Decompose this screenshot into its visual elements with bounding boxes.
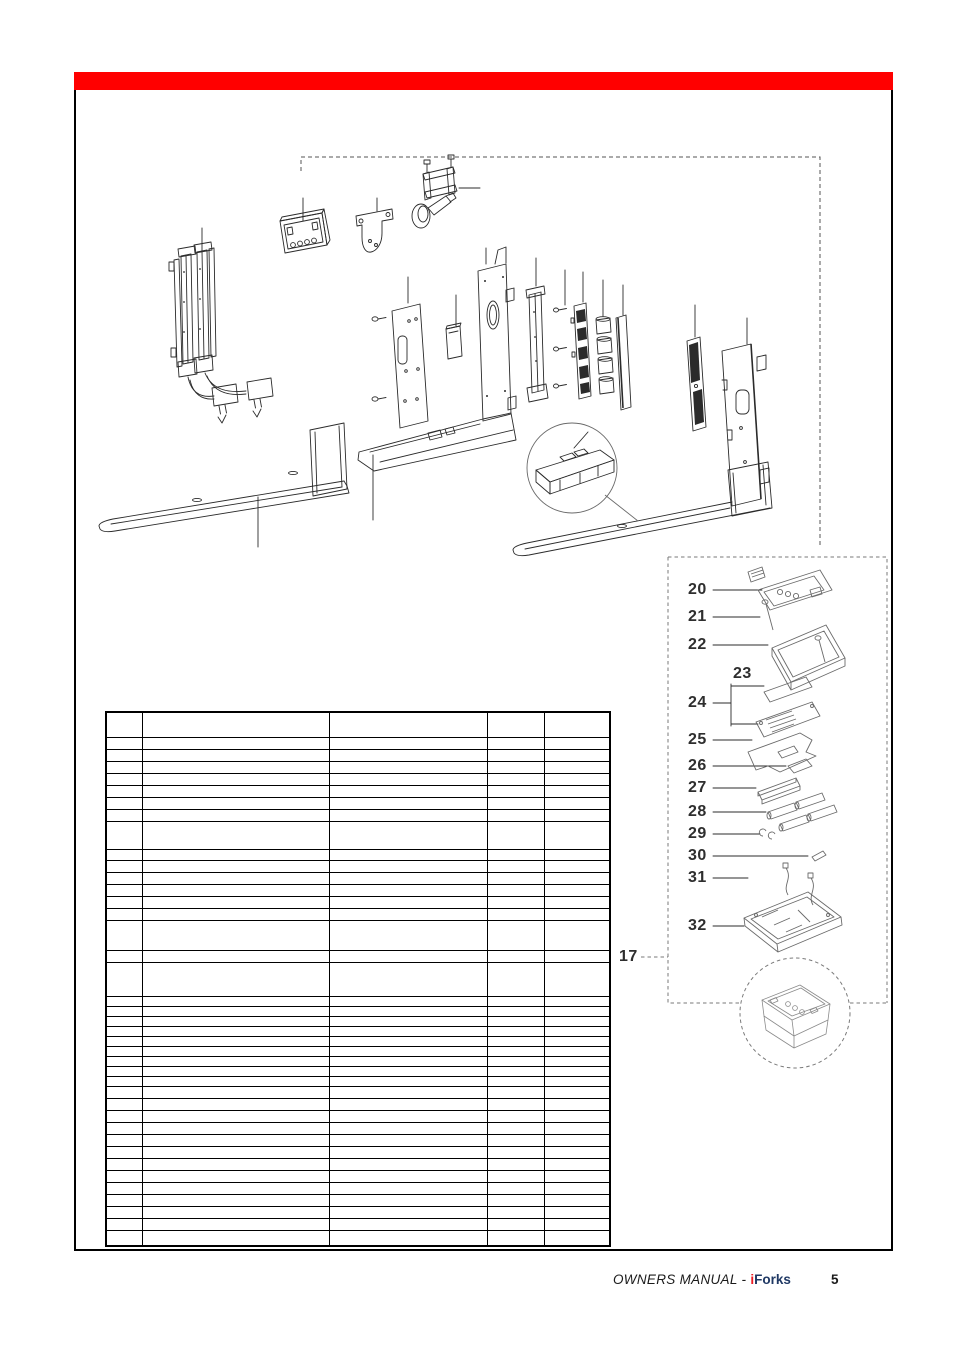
table-cell bbox=[545, 921, 609, 950]
table-cell bbox=[545, 997, 609, 1006]
fork-right-blade bbox=[513, 462, 772, 556]
table-cell bbox=[143, 1135, 330, 1146]
enclosure-tray-32 bbox=[744, 892, 842, 952]
table-cell bbox=[545, 1219, 609, 1230]
table-cell bbox=[143, 1047, 330, 1056]
table-cell bbox=[488, 750, 545, 761]
backing-plate bbox=[372, 277, 428, 428]
table-cell bbox=[143, 861, 330, 872]
table-row bbox=[107, 1076, 609, 1086]
table-cell bbox=[107, 786, 143, 797]
table-cell bbox=[488, 1087, 545, 1098]
table-cell bbox=[330, 810, 488, 821]
table-cell bbox=[545, 1057, 609, 1066]
table-cell bbox=[330, 873, 488, 884]
table-cell bbox=[488, 713, 545, 737]
table-cell bbox=[143, 1087, 330, 1098]
table-cell bbox=[107, 1159, 143, 1170]
table-cell bbox=[107, 762, 143, 773]
table-cell bbox=[107, 1207, 143, 1218]
page-number: 5 bbox=[831, 1272, 839, 1287]
table-cell bbox=[107, 750, 143, 761]
fork-middle-blade bbox=[358, 413, 516, 520]
table-row bbox=[107, 1182, 609, 1194]
table-cell bbox=[545, 713, 609, 737]
table-row bbox=[107, 962, 609, 996]
table-row bbox=[107, 773, 609, 785]
sensor-rail-left bbox=[526, 258, 548, 402]
table-cell bbox=[330, 1007, 488, 1016]
screw-set bbox=[554, 270, 567, 388]
table-cell bbox=[330, 1077, 488, 1086]
table-cell bbox=[545, 1195, 609, 1206]
exploded-diagram bbox=[74, 90, 893, 560]
table-cell bbox=[545, 1017, 609, 1026]
table-cell bbox=[330, 1047, 488, 1056]
table-cell bbox=[107, 1111, 143, 1122]
table-cell bbox=[330, 738, 488, 749]
table-row bbox=[107, 1146, 609, 1158]
table-cell bbox=[488, 1147, 545, 1158]
table-cell bbox=[545, 1135, 609, 1146]
table-cell bbox=[488, 1183, 545, 1194]
table-cell bbox=[545, 951, 609, 962]
holder-block-27 bbox=[758, 778, 800, 804]
table-cell bbox=[143, 1017, 330, 1026]
table-cell bbox=[330, 1147, 488, 1158]
table-cell bbox=[545, 1111, 609, 1122]
battery-stack bbox=[596, 280, 614, 394]
table-cell bbox=[330, 1171, 488, 1182]
table-cell bbox=[107, 1027, 143, 1036]
table-cell bbox=[488, 1037, 545, 1046]
table-cell bbox=[107, 873, 143, 884]
table-cell bbox=[107, 921, 143, 950]
table-cell bbox=[143, 1207, 330, 1218]
table-cell bbox=[545, 897, 609, 908]
footer bbox=[0, 1272, 954, 1294]
table-cell bbox=[143, 786, 330, 797]
table-row bbox=[107, 1194, 609, 1206]
callout-28: 28 bbox=[688, 803, 707, 820]
table-cell bbox=[330, 1231, 488, 1245]
table-cell bbox=[107, 1017, 143, 1026]
table-cell bbox=[488, 1231, 545, 1245]
table-cell bbox=[143, 951, 330, 962]
table-cell bbox=[488, 951, 545, 962]
plate-26 bbox=[788, 759, 812, 773]
table-cell bbox=[143, 774, 330, 785]
table-cell bbox=[107, 1195, 143, 1206]
table-cell bbox=[488, 1123, 545, 1134]
table-cell bbox=[330, 1207, 488, 1218]
table-cell bbox=[488, 873, 545, 884]
table-cell bbox=[545, 963, 609, 996]
table-cell bbox=[107, 897, 143, 908]
table-cell bbox=[545, 762, 609, 773]
callout-27: 27 bbox=[688, 779, 707, 796]
table-cell bbox=[330, 762, 488, 773]
table-cell bbox=[107, 1057, 143, 1066]
table-cell bbox=[107, 1007, 143, 1016]
table-cell bbox=[143, 1195, 330, 1206]
table-cell bbox=[545, 1207, 609, 1218]
fork-left bbox=[99, 423, 349, 547]
parts-table bbox=[105, 711, 611, 1247]
table-row bbox=[107, 785, 609, 797]
table-cell bbox=[143, 1183, 330, 1194]
detail-leader-lines bbox=[713, 590, 808, 926]
table-row bbox=[107, 1230, 609, 1245]
table-cell bbox=[330, 897, 488, 908]
table-cell bbox=[330, 921, 488, 950]
table-row bbox=[107, 896, 609, 908]
detail-panel-diagram bbox=[615, 550, 900, 1090]
enclosure-top-22 bbox=[772, 625, 845, 690]
table-cell bbox=[330, 1037, 488, 1046]
table-cell bbox=[107, 822, 143, 849]
table-row bbox=[107, 749, 609, 761]
table-cell bbox=[107, 1047, 143, 1056]
table-cell bbox=[488, 1135, 545, 1146]
table-cell bbox=[143, 1027, 330, 1036]
table-row bbox=[107, 821, 609, 849]
table-cell bbox=[488, 963, 545, 996]
table-cell bbox=[143, 1099, 330, 1110]
table-cell bbox=[488, 997, 545, 1006]
table-cell bbox=[107, 951, 143, 962]
table-cell bbox=[143, 1147, 330, 1158]
table-cell bbox=[545, 1037, 609, 1046]
callout-21: 21 bbox=[688, 608, 707, 625]
table-cell bbox=[488, 1099, 545, 1110]
gasket-23 bbox=[764, 677, 812, 702]
table-cell bbox=[107, 1219, 143, 1230]
table-cell bbox=[488, 762, 545, 773]
table-cell bbox=[488, 861, 545, 872]
table-cell bbox=[488, 1027, 545, 1036]
table-cell bbox=[488, 885, 545, 896]
table-cell bbox=[330, 750, 488, 761]
table-row bbox=[107, 884, 609, 896]
center-fork-upright bbox=[478, 247, 516, 421]
table-cell bbox=[488, 1171, 545, 1182]
table-cell bbox=[545, 774, 609, 785]
table-cell bbox=[143, 1007, 330, 1016]
keypad-membrane bbox=[748, 567, 832, 610]
callout-25: 25 bbox=[688, 731, 707, 748]
table-cell bbox=[143, 1037, 330, 1046]
table-cell bbox=[107, 1147, 143, 1158]
sensor-bar-right bbox=[687, 305, 706, 431]
table-cell bbox=[330, 909, 488, 920]
table-row bbox=[107, 737, 609, 749]
table-cell bbox=[488, 798, 545, 809]
table-row bbox=[107, 1046, 609, 1056]
table-row bbox=[107, 908, 609, 920]
table-row bbox=[107, 1218, 609, 1230]
table-cell bbox=[545, 861, 609, 872]
table-cell bbox=[330, 1135, 488, 1146]
table-cell bbox=[330, 798, 488, 809]
table-cell bbox=[330, 997, 488, 1006]
table-row bbox=[107, 996, 609, 1006]
pcb-24 bbox=[756, 702, 820, 737]
table-cell bbox=[545, 885, 609, 896]
table-cell bbox=[330, 963, 488, 996]
table-cell bbox=[545, 786, 609, 797]
table-row bbox=[107, 809, 609, 821]
table-cell bbox=[488, 1067, 545, 1076]
table-cell bbox=[330, 850, 488, 860]
table-cell bbox=[143, 713, 330, 737]
table-row bbox=[107, 1036, 609, 1046]
table-cell bbox=[143, 1077, 330, 1086]
table-cell bbox=[107, 963, 143, 996]
table-cell bbox=[107, 1037, 143, 1046]
table-row bbox=[107, 761, 609, 773]
table-cell bbox=[143, 822, 330, 849]
brand-prefix: i bbox=[750, 1272, 755, 1287]
diagram-dashed-boundary bbox=[301, 157, 820, 545]
table-cell bbox=[107, 774, 143, 785]
table-cell bbox=[330, 1099, 488, 1110]
table-cell bbox=[107, 997, 143, 1006]
table-cell bbox=[143, 798, 330, 809]
table-row bbox=[107, 950, 609, 962]
table-cell bbox=[330, 822, 488, 849]
table-cell bbox=[143, 885, 330, 896]
table-cell bbox=[330, 1087, 488, 1098]
table-row bbox=[107, 797, 609, 809]
table-cell bbox=[545, 1231, 609, 1245]
table-cell bbox=[488, 921, 545, 950]
table-cell bbox=[330, 1111, 488, 1122]
callout-29: 29 bbox=[688, 825, 707, 842]
table-cell bbox=[143, 1159, 330, 1170]
table-row bbox=[107, 860, 609, 872]
table-header-row bbox=[107, 713, 609, 737]
left-carriage-assembly bbox=[169, 228, 273, 423]
table-cell bbox=[107, 738, 143, 749]
table-row bbox=[107, 1056, 609, 1066]
table-cell bbox=[545, 750, 609, 761]
table-cell bbox=[488, 786, 545, 797]
table-row bbox=[107, 1134, 609, 1146]
table-row bbox=[107, 1086, 609, 1098]
clamp-assembly bbox=[412, 155, 480, 228]
table-cell bbox=[107, 1067, 143, 1076]
callout-22: 22 bbox=[688, 636, 707, 653]
table-cell bbox=[107, 1123, 143, 1134]
table-cell bbox=[330, 1195, 488, 1206]
table-cell bbox=[545, 1099, 609, 1110]
callout-32: 32 bbox=[688, 917, 707, 934]
table-cell bbox=[545, 810, 609, 821]
table-cell bbox=[143, 1067, 330, 1076]
table-row bbox=[107, 1016, 609, 1026]
junction-box bbox=[446, 295, 462, 359]
table-cell bbox=[545, 1047, 609, 1056]
table-cell bbox=[330, 861, 488, 872]
callout-31: 31 bbox=[688, 869, 707, 886]
table-cell bbox=[107, 713, 143, 737]
table-cell bbox=[107, 1171, 143, 1182]
table-cell bbox=[488, 897, 545, 908]
callout-23: 23 bbox=[733, 665, 752, 682]
table-cell bbox=[107, 1099, 143, 1110]
table-cell bbox=[143, 750, 330, 761]
table-cell bbox=[488, 1159, 545, 1170]
table-cell bbox=[143, 1123, 330, 1134]
table-cell bbox=[545, 1147, 609, 1158]
table-cell bbox=[143, 1231, 330, 1245]
table-cell bbox=[488, 1007, 545, 1016]
table-cell bbox=[107, 810, 143, 821]
table-cell bbox=[330, 885, 488, 896]
table-cell bbox=[330, 1159, 488, 1170]
table-cell bbox=[488, 1207, 545, 1218]
mounting-bracket bbox=[356, 198, 393, 252]
table-cell bbox=[330, 1057, 488, 1066]
table-cell bbox=[488, 738, 545, 749]
brand-name: Forks bbox=[754, 1272, 791, 1287]
table-cell bbox=[488, 1077, 545, 1086]
table-cell bbox=[143, 897, 330, 908]
pcb-strip bbox=[571, 272, 591, 399]
table-cell bbox=[107, 850, 143, 860]
table-cell bbox=[107, 1183, 143, 1194]
table-cell bbox=[330, 1017, 488, 1026]
table-cell bbox=[143, 762, 330, 773]
table-cell bbox=[488, 850, 545, 860]
table-cell bbox=[107, 909, 143, 920]
table-cell bbox=[545, 822, 609, 849]
table-cell bbox=[143, 873, 330, 884]
table-cell bbox=[488, 810, 545, 821]
table-row bbox=[107, 1206, 609, 1218]
table-cell bbox=[330, 1027, 488, 1036]
table-cell bbox=[545, 1027, 609, 1036]
table-cell bbox=[330, 1067, 488, 1076]
callout-26: 26 bbox=[688, 757, 707, 774]
table-cell bbox=[330, 774, 488, 785]
table-cell bbox=[545, 1077, 609, 1086]
table-cell bbox=[107, 1231, 143, 1245]
table-cell bbox=[330, 951, 488, 962]
table-row bbox=[107, 1110, 609, 1122]
table-cell bbox=[545, 909, 609, 920]
table-cell bbox=[545, 1171, 609, 1182]
assembled-unit-view bbox=[762, 985, 830, 1048]
table-cell bbox=[143, 850, 330, 860]
table-cell bbox=[545, 1123, 609, 1134]
table-cell bbox=[107, 861, 143, 872]
table-cell bbox=[143, 921, 330, 950]
table-cell bbox=[545, 738, 609, 749]
table-cell bbox=[330, 1219, 488, 1230]
table-row bbox=[107, 872, 609, 884]
cover-strip bbox=[616, 285, 631, 410]
table-cell bbox=[488, 774, 545, 785]
table-cell bbox=[143, 1111, 330, 1122]
table-cell bbox=[488, 909, 545, 920]
heel-detail-circle bbox=[527, 423, 638, 521]
table-cell bbox=[143, 1171, 330, 1182]
table-cell bbox=[488, 1219, 545, 1230]
table-row bbox=[107, 1026, 609, 1036]
callout-20: 20 bbox=[688, 581, 707, 598]
table-cell bbox=[330, 1123, 488, 1134]
table-cell bbox=[545, 850, 609, 860]
table-cell bbox=[330, 786, 488, 797]
table-cell bbox=[330, 713, 488, 737]
table-cell bbox=[488, 1057, 545, 1066]
brand-logo bbox=[750, 1272, 791, 1287]
table-row bbox=[107, 1098, 609, 1110]
callout-17: 17 bbox=[619, 948, 638, 965]
table-cell bbox=[107, 798, 143, 809]
callout-30: 30 bbox=[688, 847, 707, 864]
header-red-bar bbox=[74, 72, 893, 90]
table-cell bbox=[143, 1219, 330, 1230]
table-cell bbox=[488, 1017, 545, 1026]
table-cell bbox=[545, 1183, 609, 1194]
table-cell bbox=[107, 1077, 143, 1086]
table-row bbox=[107, 1158, 609, 1170]
footer-manual-text: OWNERS MANUAL - iForks bbox=[613, 1272, 791, 1287]
table-row bbox=[107, 1122, 609, 1134]
table-cell bbox=[143, 810, 330, 821]
table-row bbox=[107, 1066, 609, 1076]
table-cell bbox=[143, 1057, 330, 1066]
table-cell bbox=[545, 1087, 609, 1098]
table-row bbox=[107, 920, 609, 950]
contact-clips-29 bbox=[759, 829, 775, 839]
table-cell bbox=[143, 997, 330, 1006]
callout-24: 24 bbox=[688, 694, 707, 711]
table-cell bbox=[143, 963, 330, 996]
table-cell bbox=[545, 1159, 609, 1170]
pin-30 bbox=[812, 851, 826, 861]
table-cell bbox=[545, 798, 609, 809]
table-cell bbox=[545, 1007, 609, 1016]
table-cell bbox=[143, 909, 330, 920]
table-cell bbox=[488, 1195, 545, 1206]
table-row bbox=[107, 1006, 609, 1016]
table-cell bbox=[545, 1067, 609, 1076]
table-cell bbox=[545, 873, 609, 884]
table-row bbox=[107, 849, 609, 860]
table-cell bbox=[107, 1087, 143, 1098]
table-cell bbox=[143, 738, 330, 749]
table-row bbox=[107, 1170, 609, 1182]
table-cell bbox=[107, 1135, 143, 1146]
table-cell bbox=[107, 885, 143, 896]
detail-panel-dashed-box bbox=[641, 557, 887, 1068]
table-cell bbox=[488, 822, 545, 849]
display-unit bbox=[280, 198, 330, 253]
table-cell bbox=[488, 1047, 545, 1056]
table-cell bbox=[488, 1111, 545, 1122]
table-cell bbox=[330, 1183, 488, 1194]
